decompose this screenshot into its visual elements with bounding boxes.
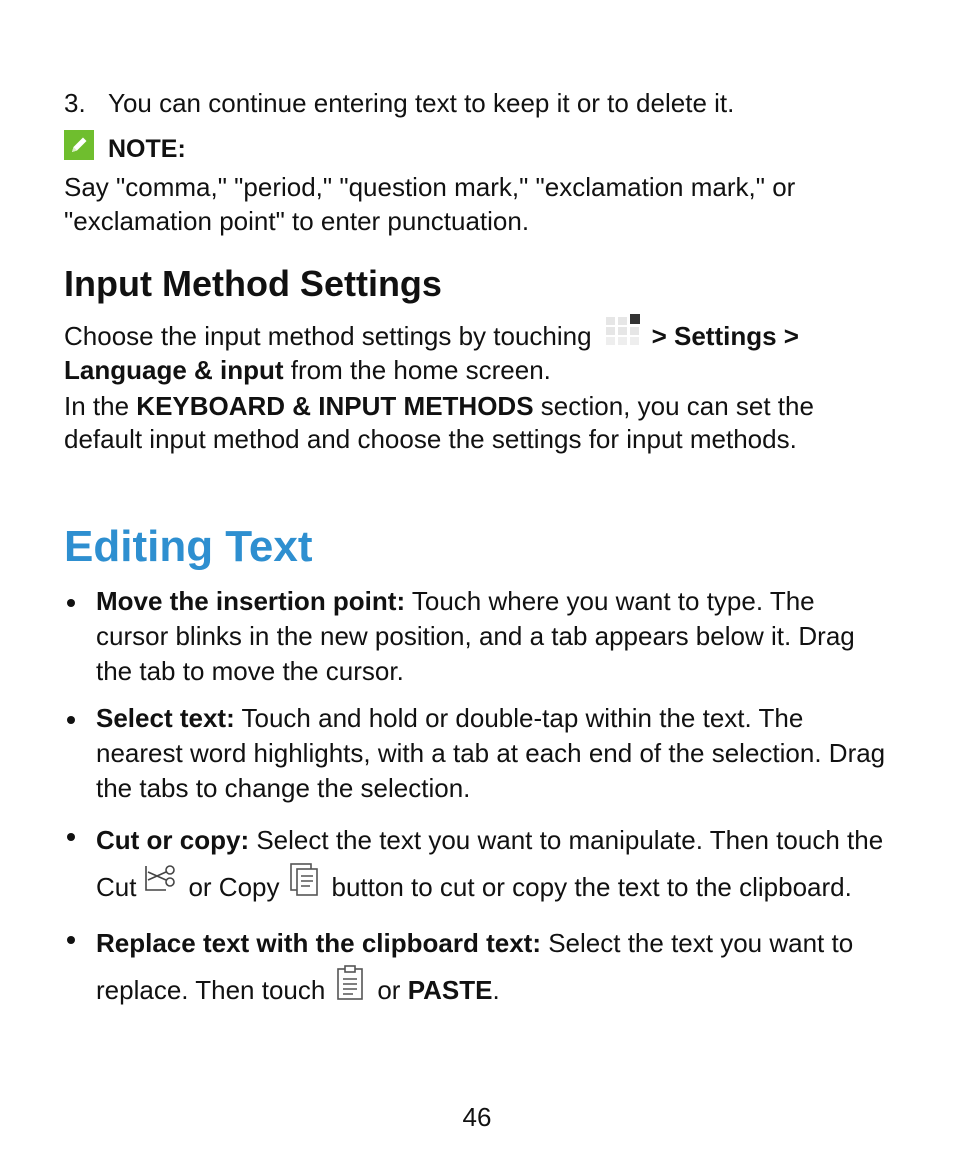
bullet-title: Replace text with the clipboard text:: [96, 928, 541, 958]
page-number: 46: [462, 1102, 492, 1132]
paragraph-text: from the home screen.: [290, 355, 551, 385]
step-text: You can continue entering text to keep it or to delete it.: [108, 88, 735, 118]
language-input-label: Language & input: [64, 355, 284, 385]
section-heading-input-method: Input Method Settings: [64, 263, 442, 304]
editing-bullet-list: [64, 584, 894, 1024]
bullet-text: or: [377, 975, 401, 1005]
list-item: [64, 701, 894, 806]
note-text: Say "comma," "period," "question mark," "exclamation mark," or "exclamation point" to enter punctuation.: [64, 172, 796, 236]
cut-icon: [144, 862, 178, 898]
pencil-icon: [64, 130, 94, 160]
bullet-icon: [67, 833, 75, 841]
bullet-text: or Copy: [188, 872, 280, 902]
apps-grid-icon: [604, 313, 642, 349]
paste-icon: [333, 965, 367, 1001]
keyboard-methods-paragraph: [64, 390, 894, 456]
bullet-icon: [67, 599, 75, 607]
bullet-title: Select text:: [96, 703, 235, 733]
section-heading-editing-text: Editing Text: [64, 522, 313, 571]
note-label: NOTE:: [108, 135, 186, 163]
list-item: [64, 921, 894, 1012]
paste-label: PASTE: [407, 975, 493, 1005]
list-item: [64, 584, 894, 689]
paragraph-text: Choose the input method settings by touching: [64, 321, 592, 351]
bullet-title: Cut or copy:: [96, 825, 250, 855]
list-item: [64, 818, 894, 909]
bullet-text: Touch and hold or double-tap within the text. The nearest word highlights, with a tab at each end of the selection. Drag the tabs to change the selection.: [96, 703, 886, 803]
bullet-icon: [67, 716, 75, 724]
bullet-text: Select the text you want to manipulate. Then touch the Cut: [96, 825, 884, 902]
bullet-text: Touch where you want to type. The cursor blinks in the new position, and a tab appears below it. Drag the tab to move the cursor.: [96, 586, 855, 686]
bullet-title: Move the insertion point:: [96, 586, 406, 616]
bullet-icon: [67, 936, 75, 944]
bullet-text: Select the text you want to replace. Then touch: [96, 928, 854, 1005]
bullet-text: button to cut or copy the text to the clipboard.: [331, 872, 852, 902]
keyboard-section-label: KEYBOARD & INPUT METHODS: [136, 391, 534, 421]
bullet-text: .: [492, 975, 500, 1005]
input-method-paragraph: [64, 313, 894, 387]
step-number: 3.: [64, 88, 86, 118]
paragraph-text: section, you can set the default input method and choose the settings for input methods.: [64, 391, 814, 454]
paragraph-text: In the: [64, 391, 130, 421]
settings-path: > Settings >: [651, 321, 799, 351]
copy-icon: [288, 862, 322, 898]
step-item: [64, 86, 734, 120]
